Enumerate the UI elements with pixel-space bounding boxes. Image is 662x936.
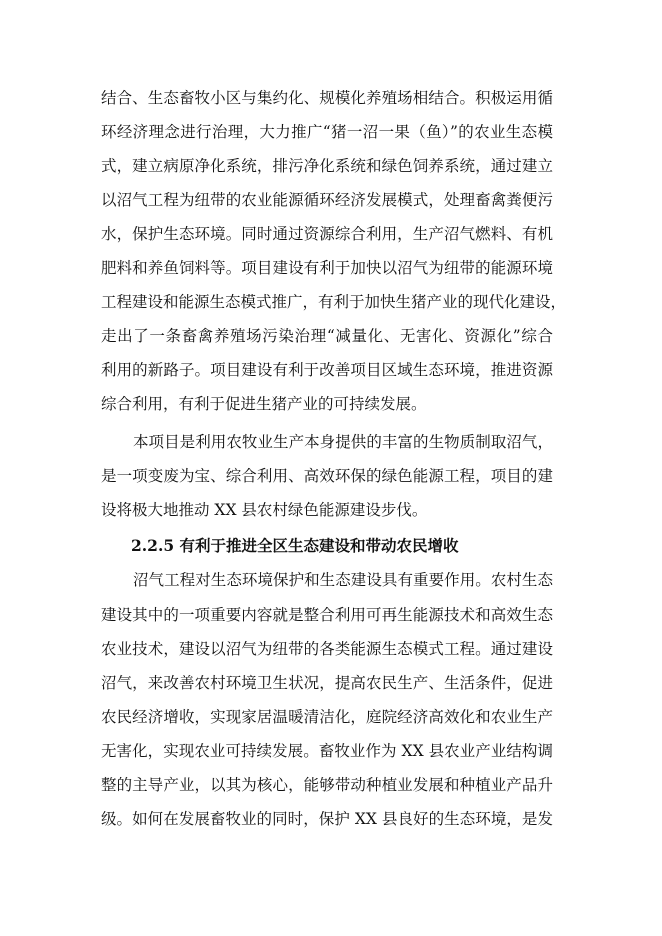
text-line: 级。如何在发展畜牧业的同时，保护 XX 县良好的生态环境，是发 [101,810,553,828]
text-line: 整的主导产业，以其为核心，能够带动种植业发展和种植业产品升 [101,776,553,794]
text-line: 工程建设和能源生态模式推广，有利于加快生猪产业的现代化建设， [101,293,567,311]
text-line: 走出了一条畜禽养殖场污染治理“减量化、无害化、资源化”综合 [101,327,553,345]
text-line: 沼气，来改善农村环境卫生状况，提高农民生产、生活条件，促进 [101,674,553,692]
text-line: 以沼气工程为纽带的农业能源循环经济发展模式，处理畜禽粪便污 [101,191,553,209]
text-line: 沼气工程对生态环境保护和生态建设具有重要作用。农村生态 [133,571,553,589]
text-line: 是一项变废为宝、综合利用、高效环保的绿色能源工程，项目的建 [101,467,553,485]
text-line: 式，建立病原净化系统，排污净化系统和绿色饲养系统，通过建立 [101,157,553,175]
text-line: 建设其中的一项重要内容就是整合利用可再生能源技术和高效生态 [101,606,553,624]
text-line: 本项目是利用农牧业生产本身提供的丰富的生物质制取沼气， [133,433,553,451]
text-line: 设将极大地推动 XX 县农村绿色能源建设步伐。 [101,501,428,519]
text-line: 无害化，实现农业可持续发展。畜牧业作为 XX 县农业产业结构调 [101,742,553,760]
text-line: 综合利用，有利于促进生猪产业的可持续发展。 [101,395,427,413]
text-line: 肥料和养鱼饲料等。项目建设有利于加快以沼气为纽带的能源环境 [101,259,553,277]
text-line: 结合、生态畜牧小区与集约化、规模化养殖场相结合。积极运用循 [101,89,553,107]
section-heading: 2.2.5 有利于推进全区生态建设和带动农民增收 [131,536,459,555]
text-line: 水，保护生态环境。同时通过资源综合利用，生产沼气燃料、有机 [101,225,553,243]
text-line: 农业技术，建设以沼气为纽带的各类能源生态模式工程。通过建设 [101,640,553,658]
text-line: 农民经济增收，实现家居温暖清洁化，庭院经济高效化和农业生产 [101,708,553,726]
text-line: 环经济理念进行治理，大力推广“猪一沼一果（鱼）”的农业生态模 [101,123,553,141]
text-line: 利用的新路子。项目建设有利于改善项目区域生态环境，推进资源 [101,361,553,379]
